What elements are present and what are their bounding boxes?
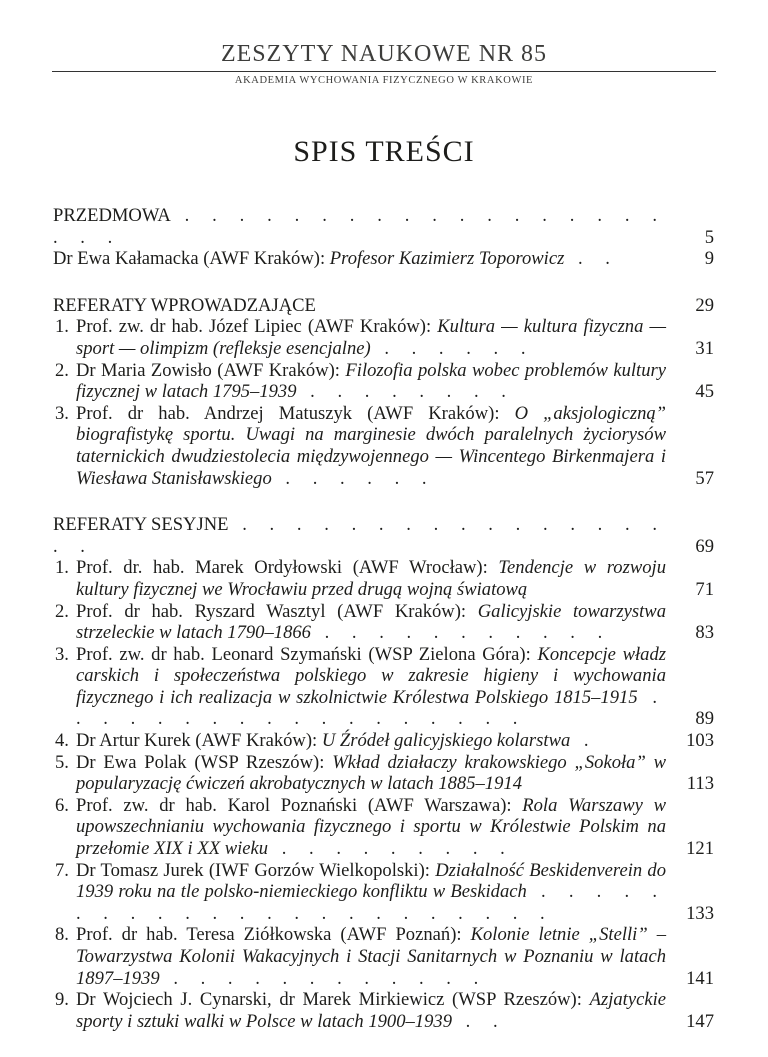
page-number: 71 bbox=[695, 578, 714, 600]
page-number: 89 bbox=[695, 708, 714, 730]
entry-number: 2. bbox=[55, 359, 69, 381]
entry-number: 3. bbox=[55, 643, 69, 665]
dot-leader: . . bbox=[564, 248, 619, 270]
toc-entry[interactable] bbox=[53, 752, 714, 795]
entry-author: Dr Tomasz Jurek (IWF Gorzów Wielkopolski): bbox=[76, 859, 436, 881]
dot-leader: . . . . . . . . . . . . . . . . . . bbox=[53, 514, 667, 557]
dot-leader: . . . . . . . . . bbox=[268, 838, 514, 860]
dot-leader: . . . . . . . . . . . bbox=[310, 622, 612, 644]
entry-number: 2. bbox=[55, 600, 69, 622]
journal-title: ZESZYTY NAUKOWE NR 85 bbox=[220, 41, 548, 67]
section-heading bbox=[53, 295, 714, 317]
section-heading-text: REFERATY WPROWADZAJĄCE bbox=[53, 294, 316, 316]
toc-section bbox=[53, 295, 714, 489]
toc-entry[interactable] bbox=[53, 924, 714, 989]
entry-title: U Źródeł galicyjskiego kolarstwa bbox=[321, 730, 571, 752]
dot-leader: . . . . . . . . . . . . . . . . . . bbox=[76, 686, 667, 730]
running-head bbox=[52, 40, 716, 86]
entry-author: Prof. dr hab. Teresa Ziółkowska (AWF Poznań): bbox=[76, 924, 471, 946]
entry-author: PRZEDMOWA bbox=[53, 205, 171, 226]
entry-title: Profesor Kazimierz Toporowicz bbox=[329, 248, 565, 270]
toc-title: SPIS TREŚCI bbox=[293, 135, 475, 168]
page-number: 69 bbox=[695, 535, 714, 557]
entry-number: 8. bbox=[55, 924, 69, 946]
toc-section bbox=[53, 205, 714, 270]
entry-title: Wkład działaczy krakowskiego „Sokoła” w popularyzację ćwiczeń akrobatycznych w latach 1885–1914 bbox=[76, 751, 666, 795]
page-number: 133 bbox=[686, 902, 714, 924]
entry-author: Dr Ewa Polak (WSP Rzeszów): bbox=[76, 751, 333, 773]
entry-number: 1. bbox=[55, 316, 69, 338]
toc-entry[interactable] bbox=[53, 360, 714, 403]
toc-entry[interactable] bbox=[53, 730, 714, 752]
entry-number: 9. bbox=[55, 989, 69, 1011]
entry-title: Kultura — kultura fizyczna — sport — olimpizm (refleksje esencjalne) bbox=[76, 316, 666, 359]
page-number: 9 bbox=[704, 248, 714, 270]
dot-leader: . bbox=[570, 730, 598, 752]
page-number: 121 bbox=[686, 838, 714, 860]
page-number: 31 bbox=[695, 337, 714, 359]
page-number: 5 bbox=[704, 226, 714, 248]
entry-author: Prof. zw. dr hab. Leonard Szymański (WSP Zielona Góra): bbox=[76, 643, 538, 665]
page-number: 147 bbox=[686, 1010, 714, 1032]
page-number: 113 bbox=[686, 773, 714, 795]
entry-title: Filozofia polska wobec problemów kultury fizycznej w latach 1795–1939 bbox=[76, 359, 667, 403]
entry-author: Prof. dr hab. Andrzej Matuszyk (AWF Kraków): bbox=[76, 402, 515, 424]
toc-entry[interactable] bbox=[53, 989, 714, 1032]
entry-title: Rola Warszawy w upowszechnianiu wychowania fizycznego i sportu w Królestwie Polskim na przełomie XIX i XX wieku bbox=[76, 794, 666, 860]
toc-entry[interactable] bbox=[53, 860, 714, 925]
page-number: 103 bbox=[686, 730, 714, 752]
table-of-contents bbox=[53, 205, 714, 1057]
page-number: 57 bbox=[695, 467, 714, 489]
entry-author: Prof. dr hab. Ryszard Wasztyl (AWF Kraków): bbox=[76, 600, 478, 622]
toc-entry[interactable] bbox=[53, 644, 714, 730]
toc-entry[interactable] bbox=[53, 601, 714, 644]
entry-author: Prof. dr. hab. Marek Ordyłowski (AWF Wrocław): bbox=[76, 557, 499, 579]
entry-number: 5. bbox=[55, 751, 69, 773]
entry-author: Prof. zw. dr hab. Karol Poznański (AWF Warszawa): bbox=[76, 794, 523, 816]
toc-entry[interactable] bbox=[53, 248, 714, 270]
entry-title: Galicyjskie towarzystwa strzeleckie w latach 1790–1866 bbox=[76, 600, 666, 644]
dot-leader: . . bbox=[452, 1010, 507, 1032]
page-number: 83 bbox=[695, 622, 714, 644]
toc-entry[interactable] bbox=[53, 205, 714, 248]
section-heading-text: REFERATY SESYJNE bbox=[53, 514, 229, 536]
entry-title: Koncepcje władz carskich i społeczeństwa polskiego w zakresie higieny i wychowania fizycznego i ich realizacja w szkolnictwie Królestwa Polskiego 1815–1915 bbox=[76, 643, 666, 708]
dot-leader: . . . . . . . . . . . . . . . . . . . . . . . bbox=[76, 881, 666, 924]
entry-title: Kolonie letnie „Stelli” – Towarzystwa Kolonii Wakacyjnych i Stacji Sanitarnych w Poznaniu w latach 1897–1939 bbox=[76, 924, 666, 989]
entry-author: Dr Artur Kurek (AWF Kraków): bbox=[76, 730, 322, 752]
toc-entry[interactable] bbox=[53, 795, 714, 860]
entry-title: O „aksjologiczną” biografistykę sportu. Uwagi na marginesie dwóch paralelnych życiorysów taternickich dwudziestolecia międzywojennego — Wincentego Birkenmajera i Wiesława Stanisławskiego bbox=[76, 402, 667, 489]
page-number: 45 bbox=[695, 381, 714, 403]
entry-number: 1. bbox=[55, 557, 69, 579]
entry-title: Tendencje w rozwoju kultury fizycznej we Wrocławiu przed drugą wojną światową bbox=[76, 557, 666, 600]
dot-leader: . . . . . . . . bbox=[296, 381, 515, 403]
dot-leader: . . . . . . bbox=[271, 467, 436, 489]
header-rule bbox=[52, 71, 716, 72]
entry-number: 6. bbox=[55, 794, 69, 816]
entry-author: Prof. zw. dr hab. Józef Lipiec (AWF Kraków): bbox=[76, 316, 438, 338]
dot-leader: . . . . . . bbox=[370, 337, 535, 359]
toc-section bbox=[53, 514, 714, 1032]
entry-number: 3. bbox=[55, 402, 69, 424]
dot-leader: . . . . . . . . . . . . . . . . . . . . . bbox=[53, 205, 666, 248]
entry-number: 4. bbox=[55, 730, 69, 752]
entry-title: Działalność Beskidenverein do 1939 roku na tle polsko-niemieckiego konfliktu w Beskidach bbox=[76, 859, 666, 903]
toc-entry[interactable] bbox=[53, 316, 714, 359]
entry-title: Azjatyckie sporty i sztuki walki w Polsce w latach 1900–1939 bbox=[76, 989, 666, 1032]
page-number: 141 bbox=[686, 967, 714, 989]
entry-author: Dr Maria Zowisło (AWF Kraków): bbox=[76, 359, 346, 381]
entry-number: 7. bbox=[55, 859, 69, 881]
entry-author: Dr Ewa Kałamacka (AWF Kraków): bbox=[53, 248, 330, 270]
toc-entry[interactable] bbox=[53, 557, 714, 600]
section-heading bbox=[53, 514, 714, 557]
publisher-name: AKADEMIA WYCHOWANIA FIZYCZNEGO W KRAKOWIE bbox=[234, 75, 534, 86]
dot-leader: . . . . . . . . . . . . bbox=[159, 967, 488, 989]
entry-author: Dr Wojciech J. Cynarski, dr Marek Mirkiewicz (WSP Rzeszów): bbox=[76, 989, 590, 1011]
page-number: 29 bbox=[695, 294, 714, 316]
toc-entry[interactable] bbox=[53, 403, 714, 489]
